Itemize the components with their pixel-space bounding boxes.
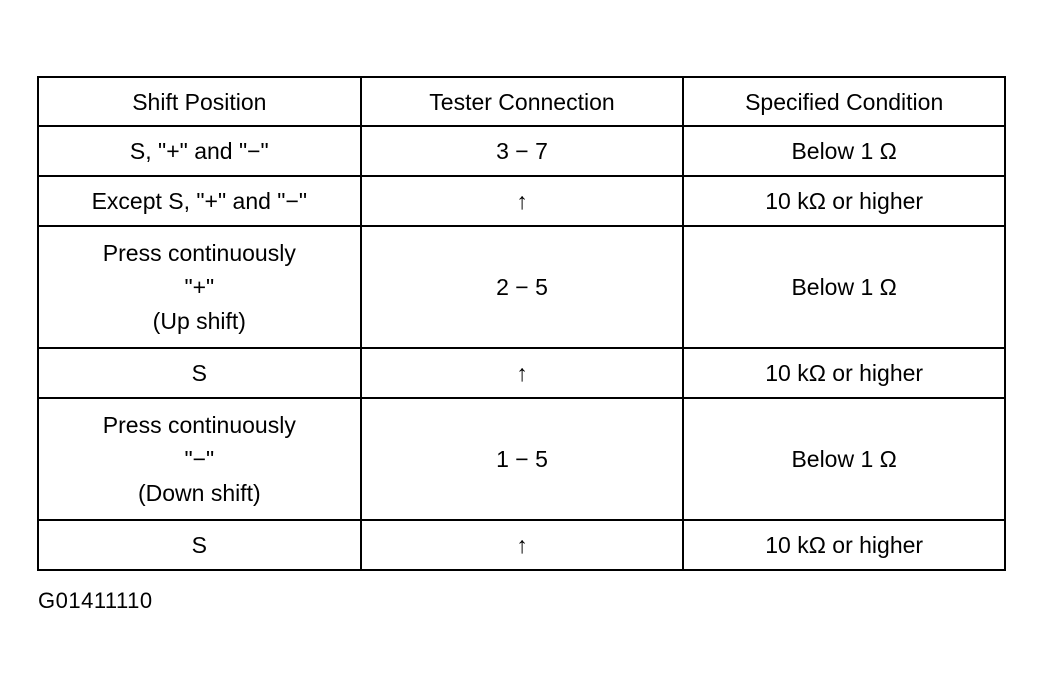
shift-position-cell bbox=[38, 348, 361, 398]
tester-connection-cell: ↑ bbox=[361, 176, 684, 226]
header-tester-connection: Tester Connection bbox=[361, 77, 684, 126]
shift-position-text: Press continuously bbox=[102, 412, 296, 438]
tester-connection-cell: 2 − 5 bbox=[361, 226, 684, 348]
shift-position-text: Except S, "+" and "−" bbox=[91, 188, 308, 214]
shift-position-text: S, "+" and "−" bbox=[129, 138, 269, 164]
tester-connection-cell: ↑ bbox=[361, 520, 684, 570]
shift-position-cell bbox=[38, 398, 361, 520]
table-row bbox=[38, 398, 1005, 520]
shift-position-spec-table bbox=[37, 76, 1006, 571]
tester-connection-cell: 3 − 7 bbox=[361, 126, 684, 176]
table-header-row bbox=[38, 77, 1005, 126]
shift-position-cell bbox=[38, 126, 361, 176]
specified-condition-cell: Below 1 Ω bbox=[683, 226, 1005, 348]
shift-position-text: (Down shift) bbox=[137, 480, 261, 506]
specified-condition-cell: 10 kΩ or higher bbox=[683, 176, 1005, 226]
shift-position-cell bbox=[38, 176, 361, 226]
shift-position-text: Press continuously bbox=[102, 240, 296, 266]
specified-condition-cell: 10 kΩ or higher bbox=[683, 520, 1005, 570]
table-row bbox=[38, 226, 1005, 348]
table-row bbox=[38, 348, 1005, 398]
tester-connection-cell: 1 − 5 bbox=[361, 398, 684, 520]
specified-condition-cell: Below 1 Ω bbox=[683, 398, 1005, 520]
specified-condition-cell: 10 kΩ or higher bbox=[683, 348, 1005, 398]
table-row bbox=[38, 176, 1005, 226]
shift-position-text: S bbox=[191, 532, 207, 558]
shift-position-text: "+" bbox=[184, 274, 215, 300]
header-specified-condition: Specified Condition bbox=[683, 77, 1005, 126]
shift-position-cell bbox=[38, 520, 361, 570]
header-shift-position: Shift Position bbox=[38, 77, 361, 126]
table-row bbox=[38, 520, 1005, 570]
tester-connection-cell: ↑ bbox=[361, 348, 684, 398]
shift-position-cell bbox=[38, 226, 361, 348]
shift-position-text: "−" bbox=[184, 446, 215, 472]
table-row bbox=[38, 126, 1005, 176]
specified-condition-cell: Below 1 Ω bbox=[683, 126, 1005, 176]
figure-code: G01411110 bbox=[38, 588, 153, 613]
shift-position-text: S bbox=[191, 360, 207, 386]
shift-position-text: (Up shift) bbox=[152, 308, 246, 334]
